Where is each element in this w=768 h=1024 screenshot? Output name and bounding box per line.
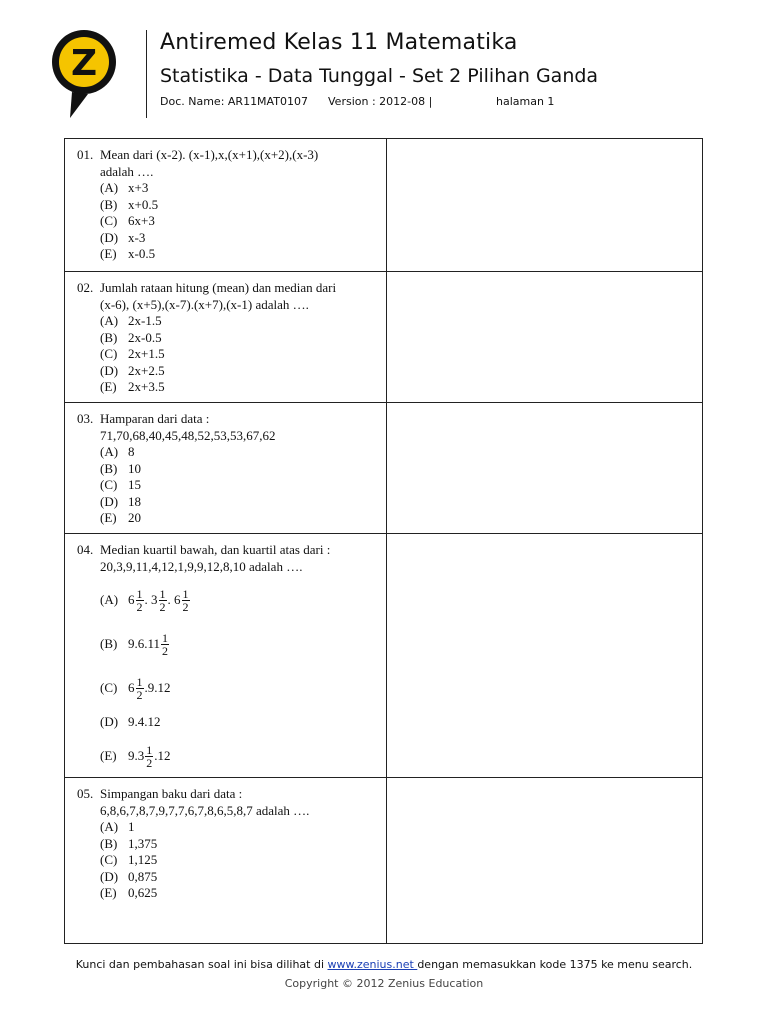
question-4	[77, 542, 377, 773]
question-number: 05.	[77, 786, 94, 801]
option-d: (D) 18	[100, 493, 141, 509]
copyright: Copyright © 2012 Zenius Education	[284, 977, 484, 990]
option-d: (D) x-3	[100, 229, 146, 245]
option-b: (B) 10	[100, 460, 141, 476]
question-number: 04.	[77, 542, 94, 557]
option-e: (E) 9.3 $\frac{1}{2}$ .12	[100, 742, 171, 770]
option-b: (B) x+0.5	[100, 196, 159, 212]
question-1	[77, 147, 377, 263]
footer-note	[0, 958, 768, 971]
option-a: (A) 6 $\frac{1}{2}$ . 3 $\frac{1}{2}$ . 6 $\frac{1}{2}$	[100, 586, 189, 614]
question-text-cont: adalah ….	[100, 163, 154, 179]
fraction: $\frac{1}{2}$	[136, 586, 143, 614]
question-number: 01.	[77, 147, 94, 162]
question-row-3	[65, 403, 702, 534]
question-number: 02.	[77, 280, 94, 295]
question-text-cont: 20,3,9,11,4,12,1,9,9,12,8,10 adalah ….	[100, 558, 303, 574]
fraction: $\frac{1}{2}$	[182, 586, 189, 614]
question-text: Simpangan baku dari data :	[100, 786, 243, 801]
doc-subtitle: Statistika - Data Tunggal - Set 2 Pilihan Ganda	[160, 65, 599, 87]
option-b: (B) 1,375	[100, 835, 158, 851]
document-header	[0, 0, 768, 130]
doc-meta	[160, 95, 554, 108]
logo-badge-icon	[52, 28, 116, 120]
option-e: (E) 0,625	[100, 885, 158, 900]
question-row-5	[65, 778, 702, 942]
fraction: $\frac{1}{2}$	[162, 630, 169, 658]
option-a: (A) x+3	[100, 180, 149, 195]
zenius-logo	[52, 28, 116, 120]
page-number: halaman 1	[496, 95, 555, 108]
doc-title: Antiremed Kelas 11 Matematika	[160, 30, 518, 55]
option-b: (B) 9.6.11 $\frac{1}{2}$	[100, 630, 169, 658]
option-a: (A) 2x-1.5	[100, 313, 162, 328]
doc-name: Doc. Name: AR11MAT0107	[160, 95, 308, 108]
option-e: (E) 20	[100, 510, 141, 525]
option-e: (E) 2x+3.5	[100, 379, 165, 394]
header-divider	[146, 30, 147, 118]
question-3	[77, 411, 377, 527]
questions-table	[64, 138, 703, 944]
question-text: Hamparan dari data :	[100, 411, 210, 426]
question-text-cont: 71,70,68,40,45,48,52,53,53,67,62	[100, 427, 276, 443]
option-c: (C) 6x+3	[100, 213, 155, 228]
fraction: $\frac{1}{2}$	[136, 674, 143, 702]
question-number: 03.	[77, 411, 94, 426]
question-text-cont: (x-6), (x+5),(x-7).(x+7),(x-1) adalah ….	[100, 296, 309, 312]
option-c: (C) 15	[100, 477, 141, 492]
question-5	[77, 786, 377, 902]
option-c: (C) 1,125	[100, 852, 158, 867]
question-text: Median kuartil bawah, dan kuartil atas dari :	[100, 542, 331, 557]
question-row-2	[65, 272, 702, 403]
question-text: Jumlah rataan hitung (mean) dan median dari	[100, 280, 337, 295]
option-c: (C) 6 $\frac{1}{2}$ .9.12	[100, 674, 171, 702]
question-text-cont: 6,8,6,7,8,7,9,7,7,6,7,8,6,5,8,7 adalah ….	[100, 802, 310, 818]
question-row-1	[65, 139, 702, 272]
doc-version: Version : 2012-08 |	[328, 95, 433, 108]
fraction: $\frac{1}{2}$	[146, 742, 153, 770]
question-row-4	[65, 534, 702, 778]
option-d: (D) 9.4.12	[100, 713, 161, 729]
option-a: (A) 8	[100, 444, 135, 459]
option-e: (E) x-0.5	[100, 246, 156, 261]
zenius-link[interactable]: www.zenius.net	[327, 958, 418, 971]
fraction: $\frac{1}{2}$	[159, 586, 166, 614]
option-c: (C) 2x+1.5	[100, 346, 165, 361]
option-a: (A) 1	[100, 819, 135, 834]
option-b: (B) 2x-0.5	[100, 329, 162, 345]
footer-text-after: dengan memasukkan kode 1375 ke menu search.	[417, 958, 693, 971]
question-text: Mean dari (x-2). (x-1),x,(x+1),(x+2),(x-3)	[100, 147, 319, 162]
logo-letter: Z	[70, 43, 98, 84]
question-2	[77, 280, 377, 396]
option-d: (D) 0,875	[100, 868, 158, 884]
option-d: (D) 2x+2.5	[100, 362, 165, 378]
footer-text-before: Kunci dan pembahasan soal ini bisa dilihat di	[75, 958, 328, 971]
